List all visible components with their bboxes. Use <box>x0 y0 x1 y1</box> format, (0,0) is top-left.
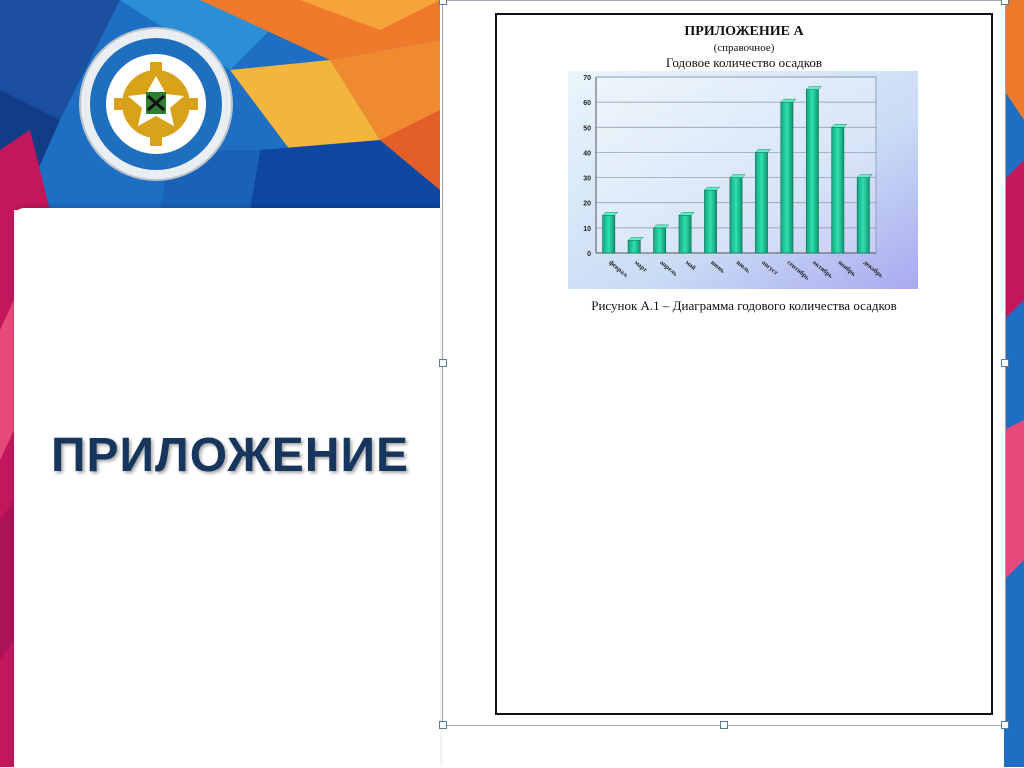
y-tick-label: 40 <box>583 150 591 158</box>
y-tick-label: 20 <box>583 200 591 208</box>
y-tick-label: 10 <box>583 225 591 233</box>
bar <box>704 190 716 253</box>
resize-handle-top-left[interactable] <box>439 0 447 5</box>
bar-top <box>603 212 618 215</box>
y-tick-label: 60 <box>583 100 591 108</box>
bar <box>857 178 869 253</box>
x-tick-label: март <box>632 259 649 274</box>
bar-top <box>628 237 643 240</box>
x-tick-label: феврал. <box>607 259 630 280</box>
resize-handle-middle-right[interactable] <box>1001 359 1009 367</box>
x-tick-label: апрель <box>658 259 679 278</box>
bar-top <box>832 124 847 127</box>
x-tick-label: ноябрь <box>836 259 857 278</box>
bar <box>806 90 818 253</box>
chart-heading: Годовое количество осадков <box>665 55 823 70</box>
resize-handle-middle-left[interactable] <box>439 359 447 367</box>
bar <box>603 215 615 253</box>
x-tick-label: май <box>683 259 698 272</box>
x-tick-label: июль <box>734 259 752 275</box>
title-panel <box>14 208 440 768</box>
x-tick-label: июнь <box>709 259 726 275</box>
appendix-subtitle: (справочное) <box>713 42 775 54</box>
bar <box>654 228 666 253</box>
resize-handle-bottom-left[interactable] <box>439 721 447 729</box>
y-tick-label: 30 <box>583 175 591 183</box>
x-tick-label: сентябрь <box>785 259 811 282</box>
bar-top <box>781 99 796 102</box>
bar-top <box>654 225 669 228</box>
resize-handle-bottom-center[interactable] <box>720 721 728 729</box>
college-logo <box>78 26 234 182</box>
resize-handle-bottom-right[interactable] <box>1001 721 1009 729</box>
bar <box>628 240 640 253</box>
x-tick-label: декабрь <box>861 259 885 280</box>
resize-handle-top-right[interactable] <box>1001 0 1009 5</box>
bar-top <box>857 175 872 178</box>
x-tick-label: август <box>760 259 780 277</box>
bar-top <box>806 87 821 90</box>
bar <box>679 215 691 253</box>
appendix-title: ПРИЛОЖЕНИЕ А <box>684 24 804 39</box>
bar <box>832 127 844 253</box>
bar <box>730 178 742 253</box>
bar <box>755 152 767 253</box>
figure-caption: Рисунок А.1 – Диаграмма годового количества осадков <box>591 298 897 313</box>
document-page <box>495 13 993 715</box>
y-tick-label: 0 <box>587 251 591 258</box>
bar-top <box>704 187 719 190</box>
bar-top <box>730 175 745 178</box>
slide-title: ПРИЛОЖЕНИЕ <box>51 429 409 482</box>
bar-top <box>755 149 770 152</box>
x-tick-label: октябрь <box>811 259 834 280</box>
precipitation-chart <box>568 71 918 289</box>
bar <box>781 102 793 253</box>
y-tick-label: 50 <box>583 125 591 133</box>
y-tick-label: 70 <box>583 75 591 82</box>
bar-top <box>679 212 694 215</box>
